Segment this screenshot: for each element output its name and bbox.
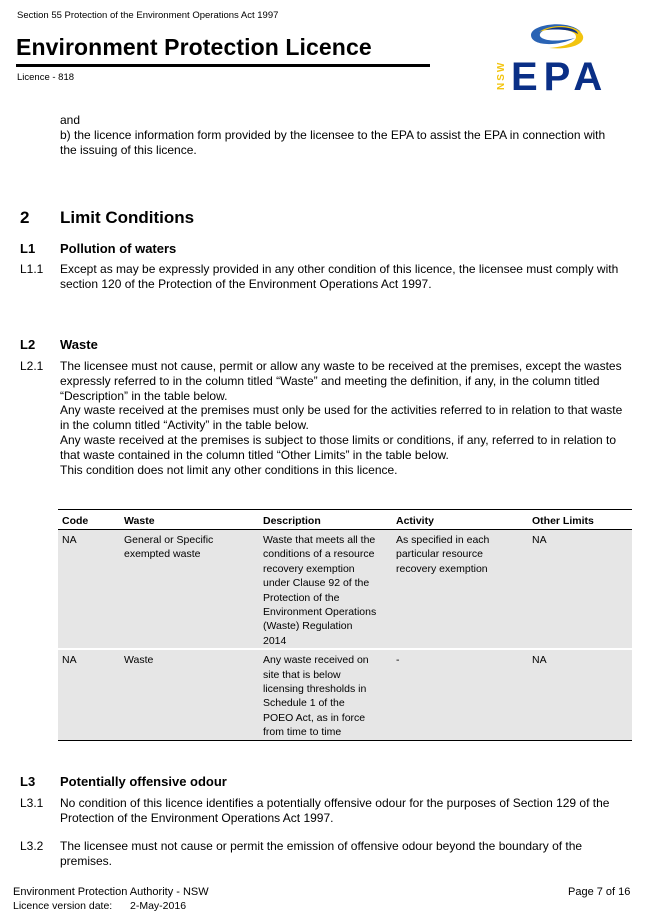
cell-line: conditions of a resource [263,548,375,561]
page-title: Environment Protection Licence [16,34,372,60]
cell-line: particular resource [396,548,483,561]
cell-line: under Clause 92 of the [263,577,370,590]
condition-line: expressly referred to in the column titled “Waste” and meeting the definition, if any, in the column titled [60,373,600,388]
waste-cell [120,530,259,650]
waste-cell [120,649,259,740]
activity-cell [392,530,528,650]
table-row [58,530,632,650]
condition-line: Any waste received at the premises is subject to those limits or conditions, if any, referred to in relation to [60,432,617,447]
other-limits-cell: NA [528,649,632,740]
footer-version-date: 2-May-2016 [130,900,187,912]
l3-1-number: L3.1 [20,796,44,810]
l2-number: L2 [20,337,36,352]
cell-line: (Waste) Regulation [263,620,353,633]
logo-epa-text: EPA [511,55,609,98]
table-row [58,649,632,740]
logo-nsw-text: NSW [496,60,507,90]
cell-line: Protection of the [263,591,340,604]
cell-line: Any waste received on [263,654,369,667]
condition-line: The licensee must not cause or permit the emission of offensive odour beyond the boundary of the [60,839,583,853]
condition-line: premises. [60,853,113,868]
l3-2-text [60,839,582,869]
cell-line: POEO Act, as in force [263,711,366,724]
intro-line: and [60,113,81,127]
waste-table [58,509,632,741]
cell-line: - [396,654,400,667]
l3-1-text [60,796,609,826]
table-header-row [58,510,632,530]
code-cell: NA [58,530,120,650]
condition-line: in the column titled “Activity” in the table below. [60,418,309,433]
intro-line: b) the licence information form provided by the licensee to the EPA to assist the EPA in connection with [60,127,606,142]
l1-1-text [60,262,618,292]
cell-line: recovery exemption [263,562,355,575]
column-header: Waste [120,510,259,530]
condition-line: This condition does not limit any other conditions in this licence. [60,462,398,477]
l2-title: Waste [60,337,98,352]
activity-cell [392,649,528,740]
condition-line: that waste contained in the column titled “Other Limits” in the table below. [60,447,449,462]
intro-text [60,113,605,157]
condition-line: “Description” in the table below. [60,388,228,403]
column-header: Activity [392,510,528,530]
section-title: Limit Conditions [60,208,195,227]
cell-line: 2014 [263,634,287,647]
section-number: 2 [20,208,30,227]
intro-line: the issuing of this licence. [60,142,197,157]
cell-line: As specified in each [396,534,490,546]
condition-line: section 120 of the Protection of the Environment Operations Act 1997. [60,276,432,291]
column-header: Code [58,510,120,530]
condition-line: Any waste received at the premises must only be used for the activities referred to in relation to that waste [60,403,623,418]
l3-2-number: L3.2 [20,839,44,853]
l1-title: Pollution of waters [60,241,177,256]
cell-line: recovery exemption [396,562,488,575]
cell-line: licensing thresholds in [263,683,367,696]
title-underline [16,64,430,67]
condition-line: The licensee must not cause, permit or allow any waste to be received at the premises, except the wastes [60,359,622,373]
column-header: Other Limits [528,510,632,530]
footer-authority: Environment Protection Authority - NSW [13,886,209,898]
act-reference: Section 55 Protection of the Environment Operations Act 1997 [17,10,279,21]
l1-number: L1 [20,241,36,256]
condition-line: No condition of this licence identifies a potentially offensive odour for the purposes of Section 129 of the [60,796,610,810]
description-cell [259,530,392,650]
cell-line: site that is below [263,668,341,681]
footer-version-label: Licence version date: [13,900,113,912]
cell-line: Waste that meets all the [263,534,376,546]
cell-line: Schedule 1 of the [263,697,345,710]
page-number: Page 7 of 16 [568,886,631,898]
l2-1-number: L2.1 [20,359,44,373]
condition-line: Except as may be expressly provided in any other condition of this licence, the licensee must comply with [60,262,619,276]
code-cell: NA [58,649,120,740]
cell-line: Waste [124,654,154,667]
l2-1-text [60,359,622,477]
licence-number: Licence - 818 [17,72,75,83]
cell-line: Environment Operations [263,606,377,619]
condition-line: Protection of the Environment Operations Act 1997. [60,810,334,825]
l3-number: L3 [20,774,36,789]
l3-title: Potentially offensive odour [60,774,227,789]
l1-1-number: L1.1 [20,262,44,276]
cell-line: General or Specific [124,534,214,546]
other-limits-cell: NA [528,530,632,650]
cell-line: exempted waste [124,548,201,561]
description-cell [259,649,392,740]
column-header: Description [259,510,392,530]
nsw-epa-logo [487,20,612,98]
cell-line: from time to time [263,726,342,739]
